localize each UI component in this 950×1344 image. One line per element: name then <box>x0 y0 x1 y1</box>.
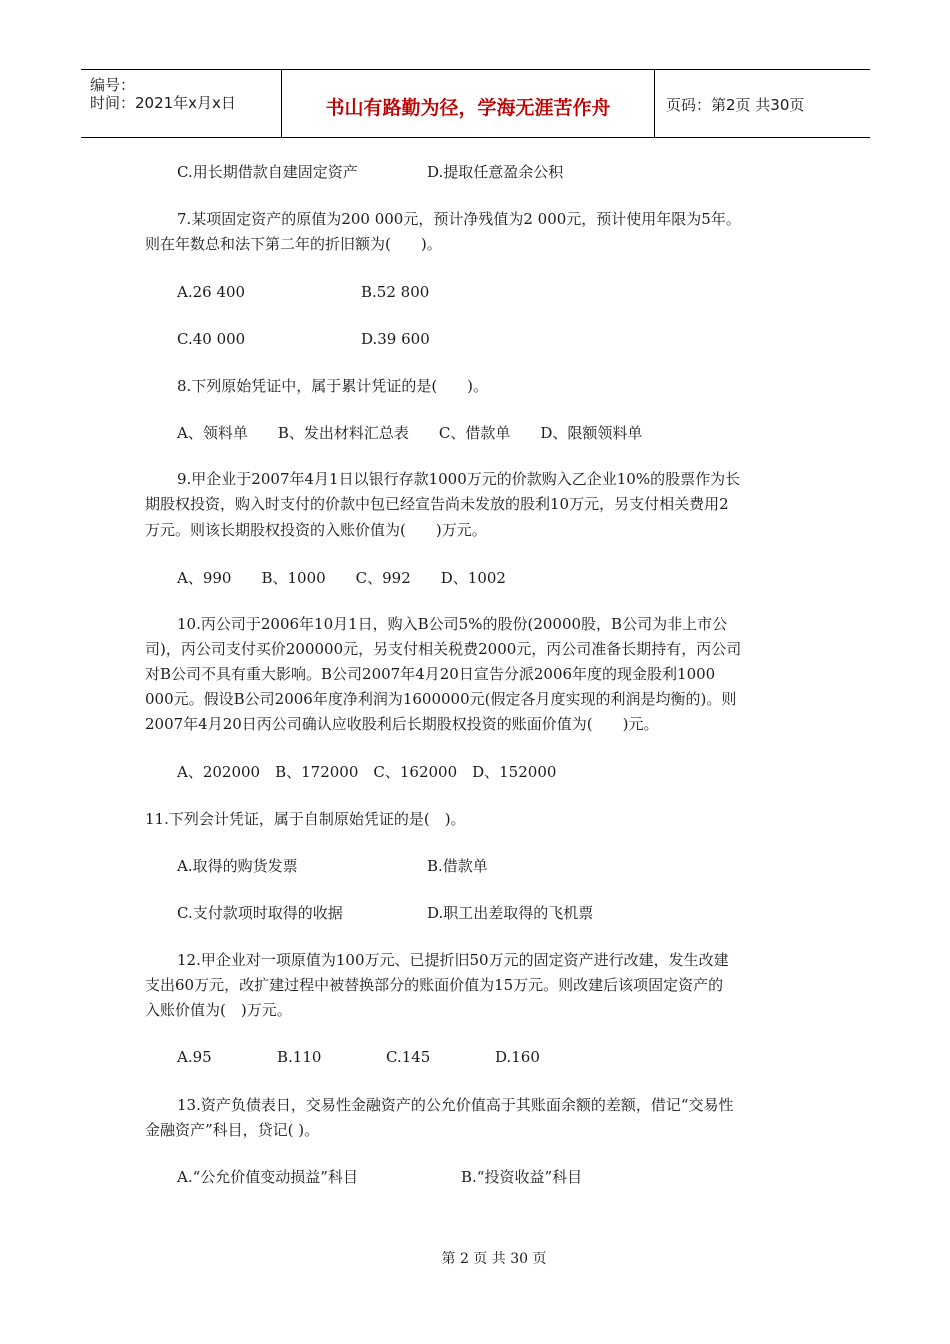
question-13-line: 13.资产负债表日，交易性金融资产的公允价值高于其账面余额的差额，借记“交易性 <box>177 1096 734 1114</box>
question-8-options: A、领料单 B、发出材料汇总表 C、借款单 D、限额领料单 <box>177 424 643 442</box>
question-11-line: 11.下列会计凭证，属于自制原始凭证的是( )。 <box>145 810 466 828</box>
document-time-label: 时间：2021年x月x日 <box>90 94 236 112</box>
document-number-label: 编号： <box>90 76 136 94</box>
option-line: D.提取任意盈余公积 <box>427 163 564 181</box>
question-7-option: B.52 800 <box>361 283 430 301</box>
question-10-line: 2007年4月20日丙公司确认应收股利后长期股权投资的账面价值为( )元。 <box>145 715 659 733</box>
header-motto-cell <box>282 70 655 137</box>
question-10-options: A、202000 B、172000 C、162000 D、152000 <box>177 763 557 781</box>
header-meta-cell <box>81 70 282 137</box>
question-9-options: A、990 B、1000 C、992 D、1002 <box>177 569 506 587</box>
question-7-line: 则在年数总和法下第二年的折旧额为( )。 <box>145 235 442 253</box>
header-page-cell <box>655 70 870 137</box>
page-footer <box>0 1248 950 1268</box>
question-13-option: B.“投资收益”科目 <box>461 1168 583 1186</box>
question-13-line: 金融资产”科目，贷记( )。 <box>145 1121 320 1139</box>
question-11-option: B.借款单 <box>427 857 488 875</box>
question-10-line: 对B公司不具有重大影响。B公司2007年4月20日宣告分派2006年度的现金股利1000 <box>145 665 716 683</box>
question-9-line: 期股权投资，购入时支付的价款中包已经宣告尚未发放的股利10万元，另支付相关费用2 <box>145 495 729 513</box>
option-line: C.用长期借款自建固定资产 <box>177 163 358 181</box>
question-11-option: C.支付款项时取得的收据 <box>177 904 343 922</box>
question-8-line: 8.下列原始凭证中，属于累计凭证的是( )。 <box>177 377 489 395</box>
question-10-line: 10.丙公司于2006年10月1日，购入B公司5%的股份(20000股，B公司为非上市公 <box>177 615 728 633</box>
question-12-option: B.110 <box>277 1048 322 1066</box>
question-12-option: C.145 <box>386 1048 431 1066</box>
footer-page-number: 第 2 页 共 30 页 <box>441 1251 547 1267</box>
question-12-line: 支出60万元，改扩建过程中被替换部分的账面价值为15万元。则改建后该项固定资产的 <box>145 976 724 994</box>
question-11-option: A.取得的购货发票 <box>177 857 298 875</box>
question-9-line: 9.甲企业于2007年4月1日以银行存款1000万元的价款购入乙企业10%的股票作为长 <box>177 470 741 488</box>
question-13-option: A.“公允价值变动损益”科目 <box>177 1168 358 1186</box>
question-7-option: D.39 600 <box>361 330 430 348</box>
question-12-line: 12.甲企业对一项原值为100万元、已提折旧50万元的固定资产进行改建，发生改建 <box>177 951 729 969</box>
page-header <box>81 69 870 138</box>
question-12-option: A.95 <box>177 1048 212 1066</box>
header-page-number: 页码：第2页 共30页 <box>666 96 805 114</box>
question-7-option: A.26 400 <box>177 283 246 301</box>
question-7-line: 7.某项固定资产的原值为200 000元，预计净残值为2 000元，预计使用年限为5年。 <box>177 210 741 228</box>
question-11-option: D.职工出差取得的飞机票 <box>427 904 594 922</box>
question-9-line: 万元。则该长期股权投资的入账价值为( )万元。 <box>145 521 487 539</box>
question-12-option: D.160 <box>495 1048 540 1066</box>
header-motto: 书山有路勤为径，学海无涯苦作舟 <box>325 97 611 119</box>
question-12-line: 入账价值为( )万元。 <box>145 1001 292 1019</box>
question-7-option: C.40 000 <box>177 330 246 348</box>
question-10-line: 000元。假设B公司2006年度净利润为1600000元(假定各月度实现的利润是均衡的)。则 <box>145 690 737 708</box>
question-10-line: 司)，丙公司支付买价200000元，另支付相关税费2000元，丙公司准备长期持有，丙公司 <box>145 640 742 658</box>
